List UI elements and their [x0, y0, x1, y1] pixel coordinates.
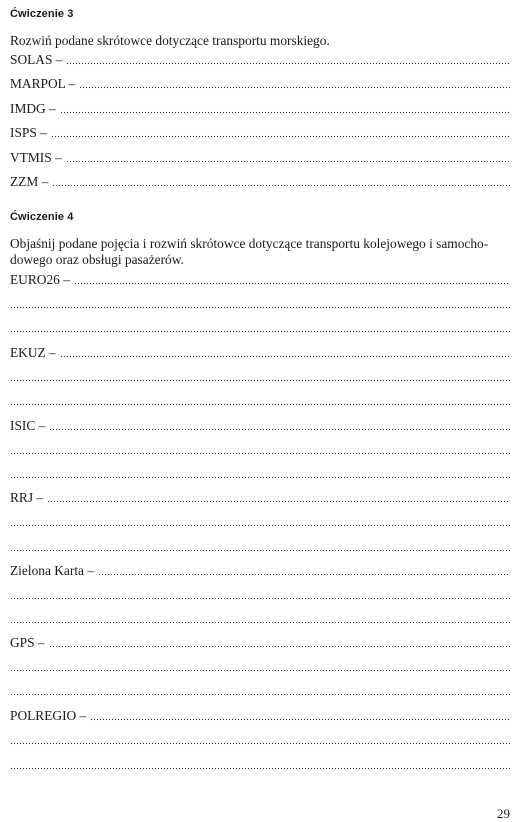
exercise-3-title: Ćwiczenie 3	[10, 8, 74, 20]
term-solas: SOLAS –	[10, 52, 63, 67]
answer-row-continuation	[10, 466, 510, 482]
answer-row-continuation	[10, 732, 510, 748]
answer-row-continuation	[10, 320, 510, 336]
term-marpol: MARPOL –	[10, 76, 76, 91]
answer-row-continuation	[10, 757, 510, 773]
answer-line-isic[interactable]	[49, 428, 510, 431]
answer-line-euro26-2[interactable]	[10, 306, 510, 309]
term-zielona-karta: Zielona Karta –	[10, 563, 95, 578]
exercise-3-instruction: Rozwiń podane skrótowce dotyczące transportu morskiego.	[10, 33, 330, 48]
answer-line-imdg[interactable]	[60, 111, 510, 114]
answer-line-solas[interactable]	[66, 62, 510, 65]
answer-row-continuation	[10, 393, 510, 409]
term-vtmis: VTMIS –	[10, 150, 62, 165]
answer-line-rrj[interactable]	[47, 500, 510, 503]
answer-line-ekuz[interactable]	[60, 355, 510, 358]
answer-line-gps[interactable]	[49, 645, 510, 648]
exercise-4-instruction-line-2: dowego oraz obsługi pasażerów.	[10, 252, 184, 267]
answer-row	[10, 125, 510, 141]
answer-row	[10, 708, 510, 724]
answer-line-polregio-3[interactable]	[10, 767, 510, 770]
answer-row	[10, 174, 510, 190]
answer-row-continuation	[10, 683, 510, 699]
answer-line-rrj-2[interactable]	[10, 524, 510, 527]
answer-row-continuation	[10, 587, 510, 603]
answer-row-continuation	[10, 442, 510, 458]
answer-row	[10, 563, 510, 579]
answer-line-polregio[interactable]	[90, 718, 510, 721]
page-number: 29	[497, 806, 510, 821]
answer-row-continuation	[10, 514, 510, 530]
answer-line-zzm[interactable]	[52, 184, 510, 187]
term-polregio: POLREGIO –	[10, 708, 87, 723]
answer-line-zielona-karta-2[interactable]	[10, 597, 510, 600]
term-isic: ISIC –	[10, 418, 46, 433]
term-gps: GPS –	[10, 635, 45, 650]
answer-line-euro26[interactable]	[74, 282, 510, 285]
answer-line-isps[interactable]	[51, 135, 510, 138]
term-isps: ISPS –	[10, 125, 47, 140]
answer-line-euro26-3[interactable]	[10, 330, 510, 333]
answer-row-continuation	[10, 296, 510, 312]
answer-line-zielona-karta-3[interactable]	[10, 621, 510, 624]
answer-line-polregio-2[interactable]	[10, 742, 510, 745]
answer-row	[10, 150, 510, 166]
answer-row-continuation	[10, 611, 510, 627]
answer-row-continuation	[10, 539, 510, 555]
answer-row	[10, 76, 510, 92]
answer-line-rrj-3[interactable]	[10, 549, 510, 552]
answer-row	[10, 490, 510, 506]
answer-row-continuation	[10, 659, 510, 675]
answer-line-marpol[interactable]	[79, 86, 510, 89]
answer-row	[10, 635, 510, 651]
answer-row	[10, 418, 510, 434]
answer-line-ekuz-3[interactable]	[10, 403, 510, 406]
answer-line-vtmis[interactable]	[66, 160, 510, 163]
answer-row	[10, 345, 510, 361]
answer-row-continuation	[10, 369, 510, 385]
answer-line-gps-3[interactable]	[10, 693, 510, 696]
answer-row	[10, 101, 510, 117]
answer-line-isic-2[interactable]	[10, 452, 510, 455]
answer-row	[10, 52, 510, 68]
term-euro26: EURO26 –	[10, 272, 70, 287]
term-zzm: ZZM –	[10, 174, 49, 189]
answer-line-gps-2[interactable]	[10, 669, 510, 672]
answer-line-zielona-karta[interactable]	[98, 573, 510, 576]
answer-line-isic-3[interactable]	[10, 476, 510, 479]
answer-row	[10, 272, 510, 288]
term-ekuz: EKUZ –	[10, 345, 56, 360]
answer-line-ekuz-2[interactable]	[10, 379, 510, 382]
exercise-4-title: Ćwiczenie 4	[10, 211, 74, 223]
exercise-4-instruction-line-1: Objaśnij podane pojęcia i rozwiń skrótowce dotyczące transportu kolejowego i samocho-	[10, 236, 489, 251]
term-imdg: IMDG –	[10, 101, 56, 116]
term-rrj: RRJ –	[10, 490, 44, 505]
